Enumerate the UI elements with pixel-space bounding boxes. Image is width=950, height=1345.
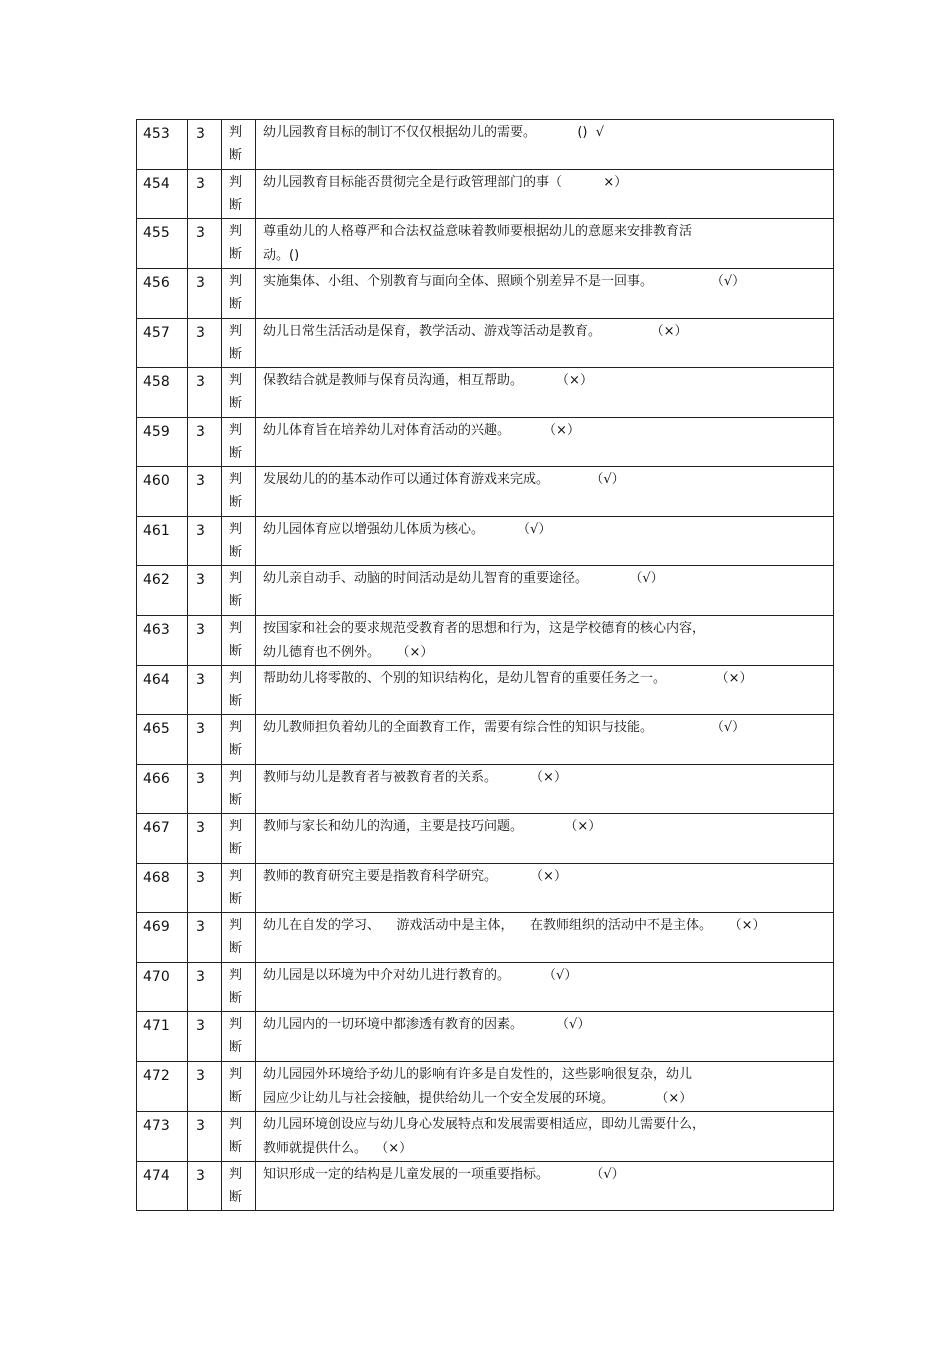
question-type-char: 判 xyxy=(229,224,243,239)
question-type xyxy=(222,814,256,864)
question-score: 3 xyxy=(188,863,222,913)
table-row xyxy=(137,169,834,219)
question-text xyxy=(256,863,834,913)
question-type xyxy=(222,1111,256,1161)
question-type xyxy=(222,1061,256,1111)
question-type-char: 断 xyxy=(229,1139,243,1155)
question-type xyxy=(222,417,256,467)
question-text-line: 动。() xyxy=(263,248,300,263)
question-type-char: 判 xyxy=(229,274,243,289)
question-score: 3 xyxy=(188,417,222,467)
question-number: 458 xyxy=(137,368,188,418)
question-type xyxy=(222,863,256,913)
question-score: 3 xyxy=(188,219,222,269)
question-type-char: 判 xyxy=(229,670,243,686)
question-type-char: 判 xyxy=(229,868,243,884)
question-text xyxy=(256,467,834,517)
question-type xyxy=(222,566,256,616)
question-text xyxy=(256,1061,834,1111)
question-score: 3 xyxy=(188,120,222,170)
question-text-line: 幼儿园体育应以增强幼儿体质为核心。 （√） xyxy=(263,521,552,537)
question-text-line: 幼儿亲自动手、动脑的时间活动是幼儿智育的重要途径。 （√） xyxy=(263,571,664,586)
question-text-line: 幼儿园教育目标能否贯彻完全是行政管理部门的事（ ×） xyxy=(263,174,628,190)
question-text xyxy=(256,913,834,963)
table-row xyxy=(137,368,834,418)
question-text xyxy=(256,269,834,319)
question-type-char: 判 xyxy=(229,1017,243,1032)
question-score: 3 xyxy=(188,1061,222,1111)
question-type-char: 断 xyxy=(229,1089,243,1105)
question-type xyxy=(222,219,256,269)
question-score: 3 xyxy=(188,665,222,715)
question-number: 459 xyxy=(137,417,188,467)
question-text-line: 帮助幼儿将零散的、个别的知识结构化，是幼儿智育的重要任务之一。 （×） xyxy=(263,670,753,686)
question-score: 3 xyxy=(188,913,222,963)
question-number: 473 xyxy=(137,1111,188,1161)
question-score: 3 xyxy=(188,615,222,665)
question-type xyxy=(222,962,256,1012)
question-text xyxy=(256,962,834,1012)
question-type-char: 判 xyxy=(229,918,243,933)
question-type-char: 判 xyxy=(229,472,243,487)
question-type-char: 断 xyxy=(229,891,243,907)
question-text-line: 幼儿园园外环境给予幼儿的影响有许多是自发性的，这些影响很复杂，幼儿 xyxy=(263,1066,693,1082)
question-score: 3 xyxy=(188,962,222,1012)
question-table xyxy=(136,119,834,1211)
question-score: 3 xyxy=(188,814,222,864)
question-score: 3 xyxy=(188,169,222,219)
question-type xyxy=(222,368,256,418)
question-number: 470 xyxy=(137,962,188,1012)
question-number: 474 xyxy=(137,1161,188,1211)
question-text-line: 幼儿园是以环境为中介对幼儿进行教育的。 （√） xyxy=(263,967,578,983)
question-text-line: 幼儿日常生活活动是保育，教学活动、游戏等活动是教育。 （×） xyxy=(263,323,688,339)
question-type-char: 断 xyxy=(229,247,243,262)
question-number: 463 xyxy=(137,615,188,665)
table-row xyxy=(137,516,834,566)
question-number: 464 xyxy=(137,665,188,715)
question-type-char: 断 xyxy=(229,1189,243,1205)
question-type-char: 断 xyxy=(229,148,243,163)
question-text-line: 实施集体、小组、个别教育与面向全体、照顾个别差异不是一回事。 （√） xyxy=(263,274,746,289)
question-type xyxy=(222,764,256,814)
question-type-char: 判 xyxy=(229,1166,243,1182)
question-text-line: 按国家和社会的要求规范受教育者的思想和行为，这是学校德育的核心内容， xyxy=(263,620,706,636)
table-row xyxy=(137,814,834,864)
question-type-char: 断 xyxy=(229,495,243,510)
table-row xyxy=(137,863,834,913)
table-row xyxy=(137,417,834,467)
question-type xyxy=(222,318,256,368)
question-text xyxy=(256,665,834,715)
question-text xyxy=(256,368,834,418)
question-type xyxy=(222,1161,256,1211)
question-text-line: 发展幼儿的的基本动作可以通过体育游戏来完成。 （√） xyxy=(263,472,625,487)
question-score: 3 xyxy=(188,715,222,765)
question-type-char: 判 xyxy=(229,373,243,388)
question-text xyxy=(256,219,834,269)
table-row xyxy=(137,1012,834,1062)
table-row xyxy=(137,269,834,319)
question-text-line: 教师的教育研究主要是指教育科学研究。 （×） xyxy=(263,868,567,884)
question-type-char: 判 xyxy=(229,422,243,438)
question-type-char: 断 xyxy=(229,197,243,213)
question-score: 3 xyxy=(188,1161,222,1211)
table-row xyxy=(137,615,834,665)
table-row xyxy=(137,467,834,517)
question-text-line: 幼儿教师担负着幼儿的全面教育工作，需要有综合性的知识与技能。 （√） xyxy=(263,720,746,735)
question-score: 3 xyxy=(188,764,222,814)
question-number: 457 xyxy=(137,318,188,368)
question-type xyxy=(222,169,256,219)
question-text xyxy=(256,1012,834,1062)
question-type-char: 判 xyxy=(229,521,243,537)
question-text-line: 尊重幼儿的人格尊严和合法权益意味着教师要根据幼儿的意愿来安排教育活 xyxy=(263,224,693,239)
question-type-char: 判 xyxy=(229,819,243,834)
question-table-body xyxy=(137,120,834,1211)
table-row xyxy=(137,566,834,616)
question-type xyxy=(222,1012,256,1062)
table-row xyxy=(137,1161,834,1211)
question-text xyxy=(256,318,834,368)
question-text xyxy=(256,169,834,219)
question-type-char: 断 xyxy=(229,743,243,758)
question-number: 453 xyxy=(137,120,188,170)
question-score: 3 xyxy=(188,269,222,319)
question-type-char: 判 xyxy=(229,1066,243,1082)
question-type-char: 判 xyxy=(229,571,243,586)
question-text-line: 幼儿园环境创设应与幼儿身心发展特点和发展需要相适应，即幼儿需要什么， xyxy=(263,1116,706,1132)
table-row xyxy=(137,913,834,963)
question-score: 3 xyxy=(188,318,222,368)
question-type-char: 断 xyxy=(229,1040,243,1055)
table-row xyxy=(137,962,834,1012)
question-type-char: 断 xyxy=(229,396,243,411)
question-text-line: 知识形成一定的结构是儿童发展的一项重要指标。 （√） xyxy=(263,1166,625,1182)
question-number: 468 xyxy=(137,863,188,913)
question-text-line: 幼儿体育旨在培养幼儿对体育活动的兴趣。 （×） xyxy=(263,422,580,438)
table-row xyxy=(137,120,834,170)
question-number: 472 xyxy=(137,1061,188,1111)
question-text-line: 园应少让幼儿与社会接触，提供给幼儿一个安全发展的环境。 （×） xyxy=(263,1090,693,1106)
table-row xyxy=(137,219,834,269)
question-type-char: 断 xyxy=(229,445,243,461)
question-type-char: 判 xyxy=(229,720,243,735)
question-type xyxy=(222,516,256,566)
question-text xyxy=(256,566,834,616)
question-number: 465 xyxy=(137,715,188,765)
question-type-char: 断 xyxy=(229,297,243,312)
question-text-line: 教师与幼儿是教育者与被教育者的关系。 （×） xyxy=(263,769,567,785)
question-type-char: 断 xyxy=(229,544,243,560)
question-text-line: 教师与家长和幼儿的沟通，主要是技巧问题。 （×） xyxy=(263,819,602,834)
question-type-char: 判 xyxy=(229,174,243,190)
question-number: 471 xyxy=(137,1012,188,1062)
question-type-char: 断 xyxy=(229,792,243,808)
question-number: 456 xyxy=(137,269,188,319)
question-type-char: 判 xyxy=(229,620,243,636)
question-text-line: 幼儿园教育目标的制订不仅仅根据幼儿的需要。 () √ xyxy=(263,125,605,140)
question-type xyxy=(222,269,256,319)
question-type-char: 判 xyxy=(229,769,243,785)
question-type-char: 判 xyxy=(229,1116,243,1132)
table-row xyxy=(137,1111,834,1161)
question-type-char: 判 xyxy=(229,967,243,983)
question-type-char: 断 xyxy=(229,990,243,1006)
question-type-char: 判 xyxy=(229,323,243,339)
question-text xyxy=(256,764,834,814)
question-number: 455 xyxy=(137,219,188,269)
question-number: 454 xyxy=(137,169,188,219)
table-row xyxy=(137,1061,834,1111)
question-score: 3 xyxy=(188,566,222,616)
table-row xyxy=(137,318,834,368)
question-text-line: 保教结合就是教师与保育员沟通，相互帮助。 （×） xyxy=(263,373,593,388)
question-type-char: 断 xyxy=(229,643,243,659)
table-row xyxy=(137,715,834,765)
table-row xyxy=(137,665,834,715)
question-number: 462 xyxy=(137,566,188,616)
question-score: 3 xyxy=(188,1012,222,1062)
question-text-line: 教师就提供什么。 （×） xyxy=(263,1140,413,1156)
question-text xyxy=(256,1161,834,1211)
question-type xyxy=(222,913,256,963)
question-text-line: 幼儿园内的一切环境中都渗透有教育的因素。 （√） xyxy=(263,1017,591,1032)
question-number: 469 xyxy=(137,913,188,963)
question-score: 3 xyxy=(188,516,222,566)
question-text-line: 幼儿在自发的学习、 游戏活动中是主体， 在教师组织的活动中不是主体。 （×） xyxy=(263,918,766,933)
question-type xyxy=(222,665,256,715)
question-text xyxy=(256,417,834,467)
question-text xyxy=(256,120,834,170)
question-score: 3 xyxy=(188,467,222,517)
question-text xyxy=(256,615,834,665)
question-type-char: 断 xyxy=(229,693,243,709)
question-text xyxy=(256,715,834,765)
question-type xyxy=(222,615,256,665)
question-type xyxy=(222,467,256,517)
question-text-line: 幼儿德育也不例外。 （×） xyxy=(263,644,434,660)
question-type-char: 判 xyxy=(229,125,243,140)
question-type xyxy=(222,120,256,170)
question-type-char: 断 xyxy=(229,842,243,857)
question-number: 466 xyxy=(137,764,188,814)
question-type xyxy=(222,715,256,765)
question-number: 467 xyxy=(137,814,188,864)
question-type-char: 断 xyxy=(229,594,243,609)
question-score: 3 xyxy=(188,1111,222,1161)
question-score: 3 xyxy=(188,368,222,418)
question-number: 461 xyxy=(137,516,188,566)
question-text xyxy=(256,814,834,864)
question-text xyxy=(256,1111,834,1161)
question-type-char: 断 xyxy=(229,941,243,956)
question-text xyxy=(256,516,834,566)
question-number: 460 xyxy=(137,467,188,517)
table-row xyxy=(137,764,834,814)
question-type-char: 断 xyxy=(229,346,243,362)
